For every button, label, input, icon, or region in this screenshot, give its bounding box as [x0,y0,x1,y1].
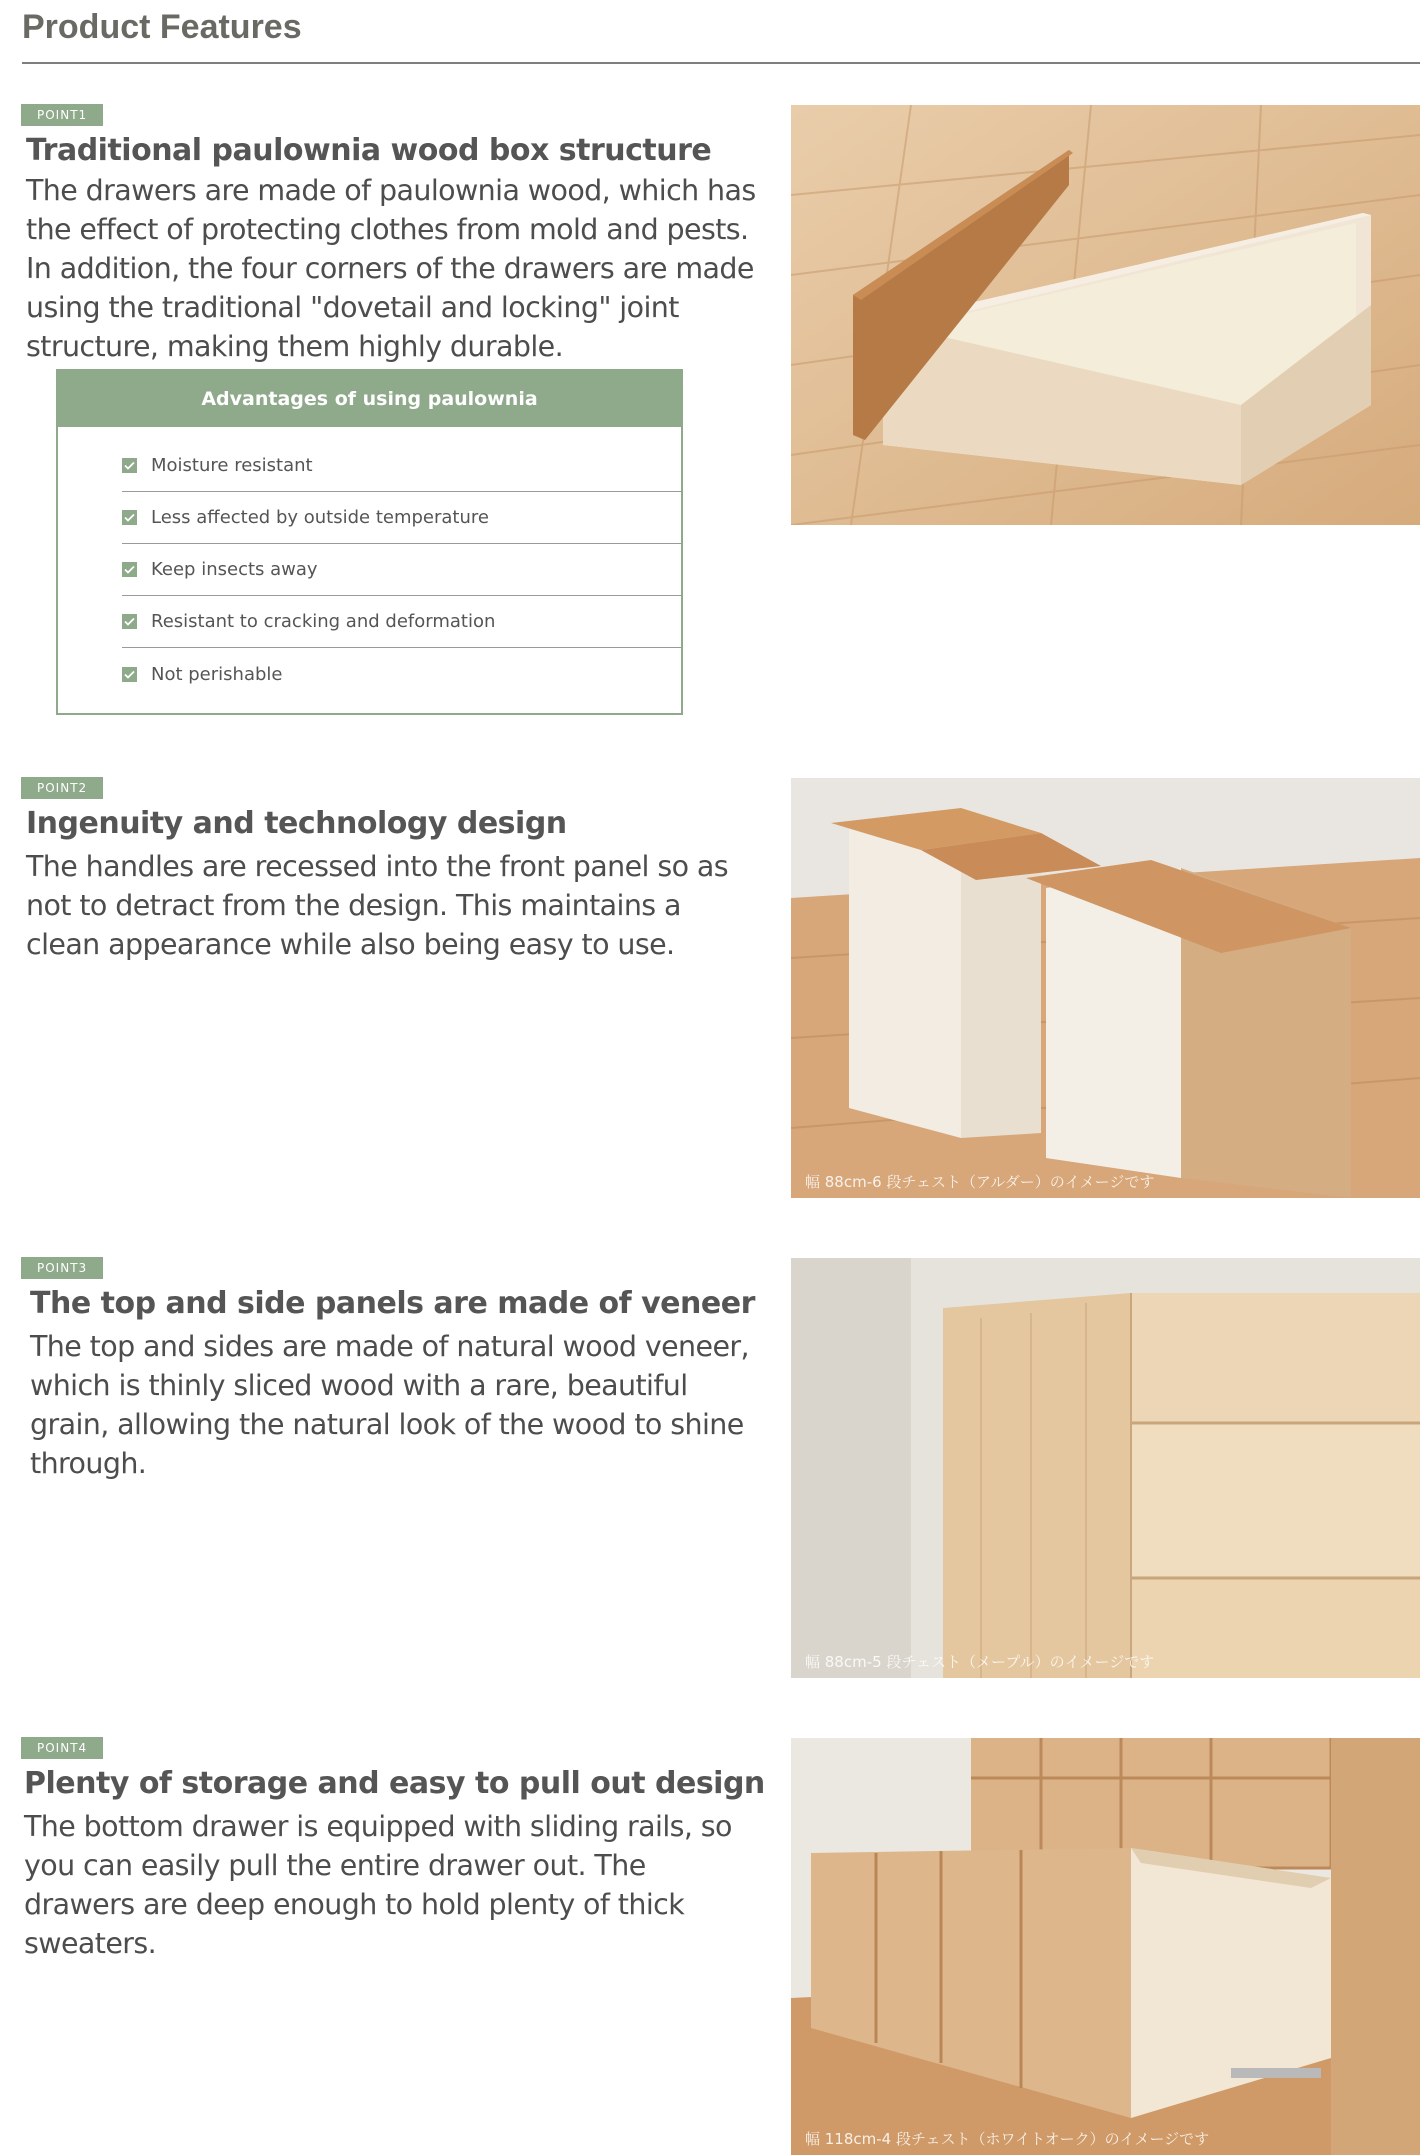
check-icon [122,562,137,577]
product-photo-drawer-box [791,105,1420,525]
advantages-list [58,427,681,700]
feature-description: The bottom drawer is equipped with sliding rails, so you can easily pull the entire drawer out. The drawers are deep enough to hold plenty of thick sweaters. [24,1810,732,1960]
feature-heading: Traditional paulownia wood box structure [26,133,712,168]
page-title: Product Features [22,8,302,46]
feature-heading: Ingenuity and technology design [26,806,567,841]
list-item [122,648,682,700]
point-badge: POINT2 [21,777,103,799]
check-icon [122,458,137,473]
point-badge: POINT4 [21,1737,103,1759]
list-item [122,544,682,596]
feature-heading: The top and side panels are made of veneer [30,1286,755,1321]
product-photo-storage [791,1738,1420,2155]
advantage-label: Moisture resistant [151,455,313,476]
check-icon [122,510,137,525]
list-item [122,440,682,492]
list-item [122,596,682,648]
title-divider [22,62,1420,64]
advantages-title: Advantages of using paulownia [58,371,681,427]
advantage-label: Keep insects away [151,559,318,580]
photo-caption: 幅 118cm-4 段チェスト（ホワイトオーク）のイメージです [805,2130,1210,2148]
list-item [122,492,682,544]
advantages-box [56,369,683,715]
advantage-label: Resistant to cracking and deformation [151,611,496,632]
feature-description: The top and sides are made of natural wood veneer, which is thinly sliced wood with a rare, beautiful grain, allowing the natural look of the wood to shine through. [30,1330,749,1480]
product-photo-handles [791,778,1420,1198]
check-icon [122,614,137,629]
point-badge: POINT3 [21,1257,103,1279]
photo-caption: 幅 88cm-6 段チェスト（アルダー）のイメージです [805,1173,1155,1191]
photo-caption: 幅 88cm-5 段チェスト（メープル）のイメージです [805,1653,1155,1671]
product-photo-veneer [791,1258,1420,1678]
point-badge: POINT1 [21,104,103,126]
feature-description: The handles are recessed into the front panel so as not to detract from the design. This maintains a clean appearance while also being easy to use. [26,850,728,961]
check-icon [122,667,137,682]
advantage-label: Not perishable [151,663,283,685]
feature-description: The drawers are made of paulownia wood, which has the effect of protecting clothes from mold and pests. In addition, the four corners of the drawers are made using the traditional "dovetail and locking" joint structure, making them highly durable. [26,174,756,363]
advantage-label: Less affected by outside temperature [151,507,489,528]
feature-heading: Plenty of storage and easy to pull out design [24,1766,765,1801]
